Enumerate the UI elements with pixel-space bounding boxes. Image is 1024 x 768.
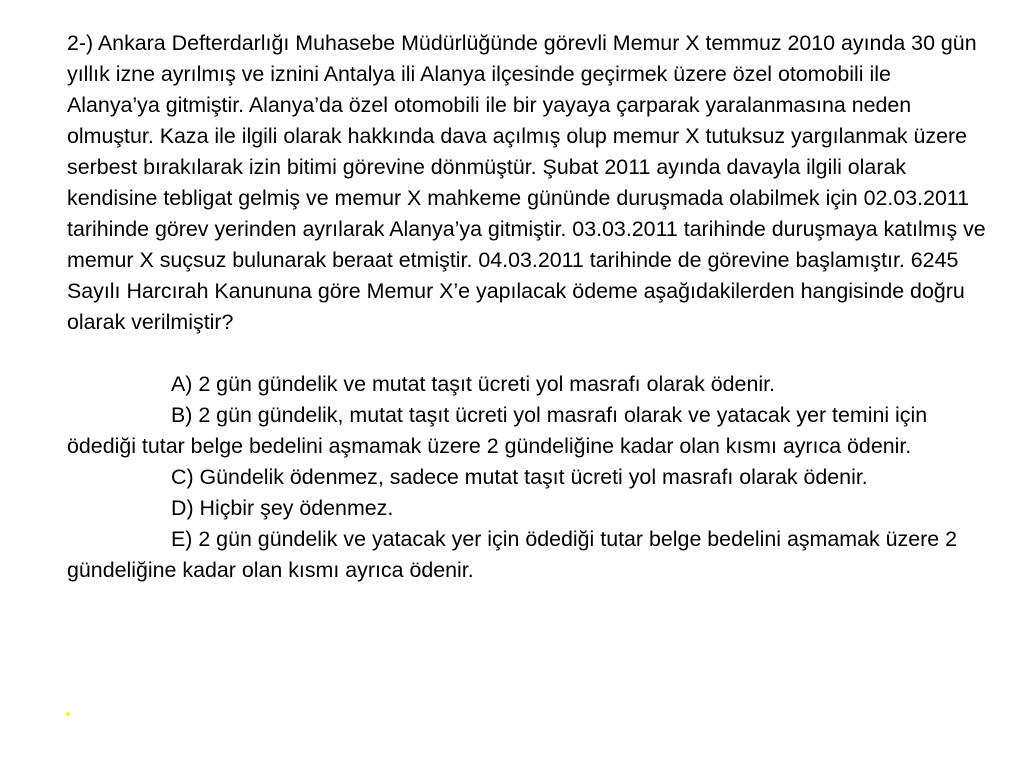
question-block [67, 28, 987, 586]
bullet-dot [66, 712, 70, 716]
option-e: E) 2 gün gündelik ve yatacak yer için ödediği tutar belge bedelini aşmamak üzere 2 gündeliğine kadar olan kısmı ayrıca ödenir. [67, 527, 957, 582]
option-d: D) Hiçbir şey ödenmez. [171, 496, 394, 520]
question-text: 2-) Ankara Defterdarlığı Muhasebe Müdürlüğünde görevli Memur X temmuz 2010 ayında 30 gün yıllık izne ayrılmış ve iznini Antalya ili Alanya ilçesinde geçirmek üzere özel otomobili ile Alanya’ya gitmiştir. Alanya’da özel otomobili ile bir yayaya çarparak yaralanmasına neden olmuştur. Kaza ile ilgili olarak hakkında dava açılmış olup memur X tutuksuz yargılanmak üzere serbest bırakılarak izin bitimi görevine dönmüştür. Şubat 2011 ayında davayla ilgili olarak kendisine tebligat gelmiş ve memur X mahkeme gününde duruşmada olabilmek için 02.03.2011 tarihinde görev yerinden ayrılarak Alanya’ya gitmiştir. 03.03.2011 tarihinde duruşmaya katılmış ve memur X suçsuz bulunarak beraat etmiştir. 04.03.2011 tarihinde de görevine başlamıştır. 6245 Sayılı Harcırah Kanununa göre Memur X’e yapılacak ödeme aşağıdakilerden hangisinde doğru olarak verilmiştir? [67, 31, 986, 334]
option-b: B) 2 gün gündelik, mutat taşıt ücreti yol masrafı olarak ve yatacak yer temini için ödediği tutar belge bedelini aşmamak üzere 2 gündeliğine kadar olan kısmı ayrıca ödenir. [67, 403, 928, 458]
option-a: A) 2 gün gündelik ve mutat taşıt ücreti yol masrafı olarak ödenir. [171, 372, 775, 396]
option-c: C) Gündelik ödenmez, sadece mutat taşıt ücreti yol masrafı olarak ödenir. [171, 465, 868, 489]
spacer [67, 338, 987, 369]
